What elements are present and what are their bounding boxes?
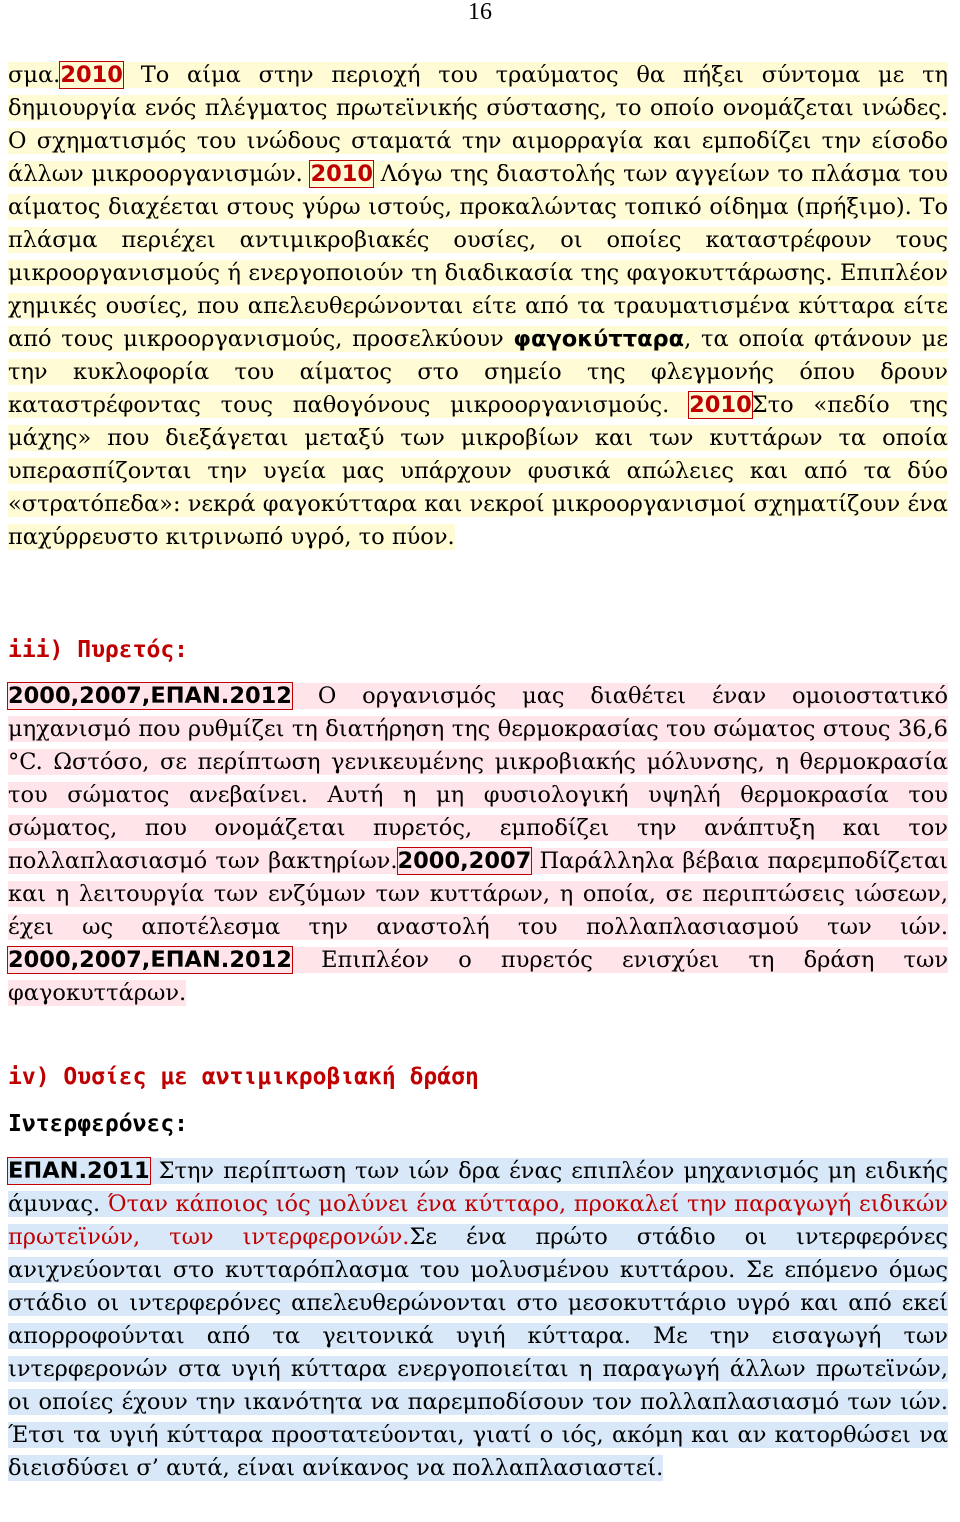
paragraph-text: σμα. [8, 62, 61, 88]
paragraph-text: Στο «πεδίο της μάχης» που διεξάγεται μεταξύ των μικροβίων και των κυττάρων τα οποία υπερασπίζονται την υγεία μας υπάρχουν φυσικά απώλειες και από τα δύο «στρατόπεδα»: νεκρά φαγοκύτταρα και νεκροί μικροοργανισμοί σχηματίζουν ένα παχύρρευστο κιτρινωπό υγρό, το πύον. [8, 392, 949, 550]
paragraph-text: Το αίμα στην περιοχή του τραύματος θα πήξει σύντομα με τη δημιουργία ενός πλέγματος πρωτεϊνικής σύστασης, το οποίο ονομάζεται ινώδες. Ο σχηματισμός του ινώδους σταματά την αιμορραγία και εμποδίζει την είσοδο άλλων μικροοργανισμών. [8, 62, 948, 187]
fever-heading: iii) Πυρετός: [8, 637, 189, 663]
exam-year-tag: ΕΠΑΝ.2011 [8, 1158, 150, 1184]
paragraph-text: Παράλληλα βέβαια παρεμποδίζεται και η λειτουργία των ενζύμων των κυττάρων, η οποία, σε περιπτώσεις ιώσεων, έχει ως αποτέλεσμα την αναστολή του πολλαπλασιασμού των ιών. [8, 848, 948, 940]
antimicrobial-heading: iv) Ουσίες με αντιμικροβιακή δράση [8, 1064, 479, 1090]
paragraph-text: , τα οποία φτάνουν με την κυκλοφορία του αίματος στο σημείο της φλεγμονής όπου δρουν καταστρέφοντας τους παθογόνους μικροοργανισμούς. [8, 326, 948, 418]
paragraph-text: Σε ένα πρώτο στάδιο οι ιντερφερόνες ανιχνεύονται στο κυτταρόπλασμα του μολυσμένου κυττάρου. Σε επόμενο όμως στάδιο οι ιντερφερόνες απελευθερώνονται στο μεσοκυττάριο υγρό και από εκεί απορροφούνται από τα γειτονικά υγιή κύτταρα. Με την εισαγωγή των ιντερφερονών στα υγιή κύτταρα ενεργοποιείται η παραγωγή άλλων πρωτεϊνών, οι οποίες έχουν την ικανότητα να παρεμποδίσουν τον πολλαπλασιασμό των ιών. Έτσι τα υγιή κύτταρα προστατεύονται, γιατί ο ιός, ακόμη και αν κατορθώσει να διεισδύσει σ’ αυτά, είναι ανίκανος να πολλαπλασιαστεί. [8, 1224, 948, 1481]
exam-year-tag: 2000,2007,ΕΠΑΝ.2012 [8, 683, 292, 709]
paragraph-text: Ο οργανισμός μας διαθέτει έναν ομοιοστατικό μηχανισμό που ρυθμίζει τη διατήρηση της θερμοκρασίας του σώματος στους 36,6 °C. Ωστόσο, σε περίπτωση γενικευμένης μικροβιακής μόλυνσης, η θερμοκρασία του σώματος ανεβαίνει. Αυτή η μη φυσιολογική υψηλή θερμοκρασία του σώματος, που ονομάζεται πυρετός, εμποδίζει την ανάπτυξη και τον πολλαπλασιασμό των βακτηρίων. [8, 683, 948, 874]
page-number: 16 [468, 0, 492, 25]
inflammation-paragraph [8, 59, 948, 616]
paragraph-text: Λόγω της διαστολής των αγγείων το πλάσμα του αίματος διαχέεται στους γύρω ιστούς, προκαλώντας τοπικό οίδημα (πρήξιμο). Το πλάσμα περιέχει αντιμικροβιακές ουσίες, οι οποίες καταστρέφουν τους μικροοργανισμούς ή ενεργοποιούν τη διαδικασία της φαγοκυττάρωσης. Επιπλέον χημικές ουσίες, που απελευθερώνονται είτε από τα τραυματισμένα κύτταρα είτε από τους μικροοργανισμούς, προσελκύουν [8, 161, 948, 352]
paragraph-text: Στην περίπτωση των ιών δρα ένας επιπλέον μηχανισμός μη ειδικής άμυνας. [8, 1158, 948, 1217]
interferons-paragraph [8, 1155, 948, 1517]
bold-term: φαγοκύτταρα [513, 326, 685, 352]
paragraph-text: Επιπλέον ο πυρετός ενισχύει τη δράση των φαγοκυττάρων. [8, 947, 948, 1006]
highlighted-red-text: Όταν κάποιος ιός μολύνει ένα κύτταρο, προκαλεί την παραγωγή ειδικών πρωτεϊνών, των ιντερφερονών. [8, 1191, 948, 1250]
interferons-subheading: Ιντερφερόνες: [8, 1111, 189, 1137]
exam-year-tag: 2010 [689, 392, 752, 418]
exam-year-tag: 2010 [310, 161, 374, 187]
exam-year-tag: 2010 [60, 62, 123, 88]
fever-paragraph [8, 680, 948, 1040]
exam-year-tag: 2000,2007,ΕΠΑΝ.2012 [8, 947, 292, 973]
exam-year-tag: 2000,2007 [397, 848, 532, 874]
